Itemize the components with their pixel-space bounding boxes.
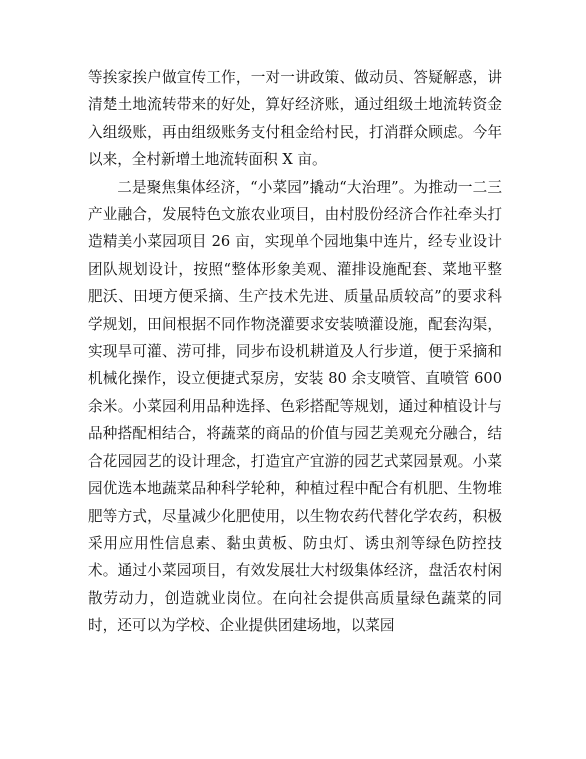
document-body xyxy=(88,64,502,640)
paragraph-collective-economy: 二是聚焦集体经济，“小菜园”撬动“大治理”。为推动一二三产业融合，发展特色文旅农业项目，由村股份经济合作社牵头打造精美小菜园项目 26 亩，实现单个园地集中连片，经专业设计团队规划设计，按照“整体形象美观、灌排设施配套、菜地平整肥沃、田埂方便采摘、生产技术先进、质量品质较高”的要求科学规划，田间根据不同作物浇灌要求安装喷灌设施，配套沟渠，实现旱可灌、涝可排，同步布设机耕道及人行步道，便于采摘和机械化操作，设立便捷式泵房，安装 80 余支喷管、直喷管 600 余米。小菜园利用品种选择、色彩搭配等规划，通过种植设计与品种搭配相结合，将蔬菜的商品的价值与园艺美观充分融合，结合花园园艺的设计理念，打造宜产宜游的园艺式菜园景观。小菜园优选本地蔬菜品种科学轮种，种植过程中配合有机肥、生物堆肥等方式，尽量减少化肥使用，以生物农药代替化学农药，积极采用应用性信息素、黏虫黄板、防虫灯、诱虫剂等绿色防控技术。通过小菜园项目，有效发展壮大村级集体经济，盘活农村闲散劳动力，创造就业岗位。在向社会提供高质量绿色蔬菜的同时，还可以为学校、企业提供团建场地，以菜园 xyxy=(88,178,502,635)
paragraph-land-transfer-continuation: 等挨家挨户做宣传工作，一对一讲政策、做动员、答疑解惑，讲清楚土地流转带来的好处，算好经济账，通过组级土地流转资金入组级账，再由组级账务支付租金给村民，打消群众顾虑。今年以来，全村新增土地流转面积 X 亩。 xyxy=(88,69,502,169)
